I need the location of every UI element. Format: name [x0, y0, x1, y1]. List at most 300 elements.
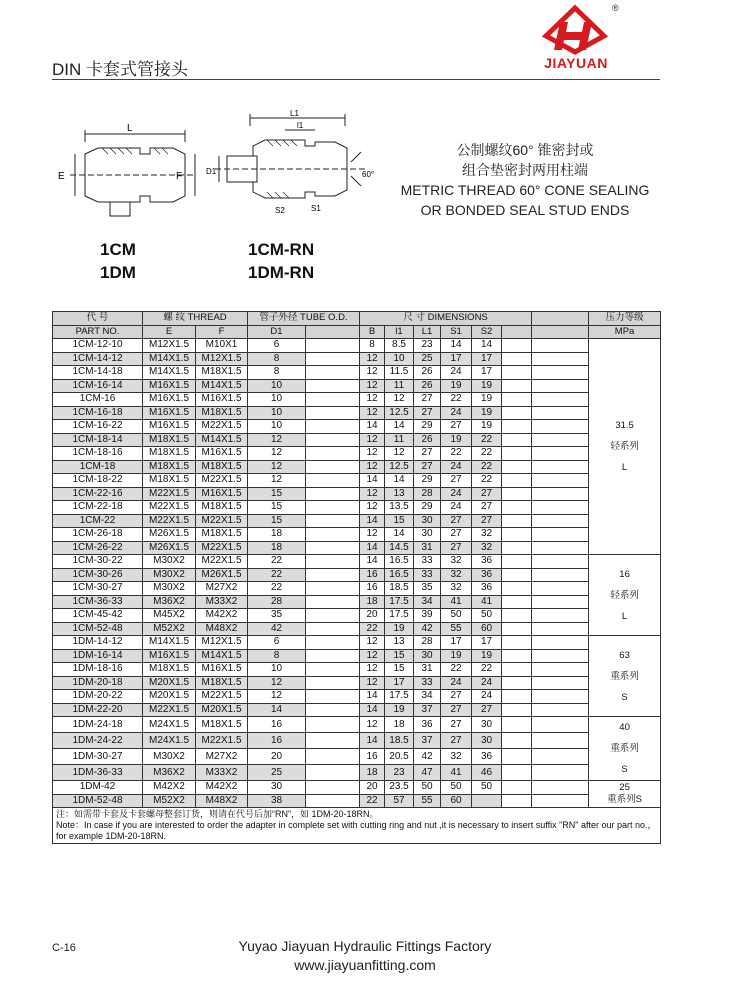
cell-blank: [532, 420, 589, 434]
cell-part-no: 1CM-16-14: [53, 379, 143, 393]
cell-dim-s1: 27: [441, 420, 472, 434]
dim-F-label: F: [176, 171, 183, 182]
cell-blank: [532, 406, 589, 420]
cell-tube-d1: 8: [248, 352, 306, 366]
cell-part-no: 1CM-14-12: [53, 352, 143, 366]
pressure-group-cell: [589, 339, 661, 555]
cell-blank: [502, 765, 532, 781]
table-row: [53, 703, 661, 717]
pressure-code: S: [621, 764, 628, 775]
cell-dim-L1: 30: [414, 528, 441, 542]
cell-dim-b: 12: [360, 447, 385, 461]
table-row: [53, 636, 661, 650]
cell-blank: [306, 487, 360, 501]
cell-tube-d1: 10: [248, 379, 306, 393]
cell-part-no: 1CM-52-48: [53, 622, 143, 636]
cell-dim-b: 20: [360, 609, 385, 623]
table-row: [53, 582, 661, 596]
cell-blank: [532, 676, 589, 690]
cell-blank: [306, 366, 360, 380]
cell-thread-e: M45X2: [143, 609, 196, 623]
table-note: [53, 808, 661, 844]
cell-tube-d1: 12: [248, 447, 306, 461]
cell-dim-b: 12: [360, 433, 385, 447]
dim-S1-label: S1: [311, 204, 321, 213]
cell-dim-b: 12: [360, 676, 385, 690]
cell-blank: [502, 339, 532, 353]
header-d1: D1: [248, 325, 306, 339]
pressure-code: L: [621, 610, 628, 622]
cell-thread-e: M18X1.5: [143, 433, 196, 447]
cell-dim-s2: 36: [472, 568, 502, 582]
cell-blank: [502, 622, 532, 636]
cell-dim-b: 16: [360, 749, 385, 765]
cell-dim-L1: 37: [414, 703, 441, 717]
cell-blank: [502, 609, 532, 623]
table-row: [53, 487, 661, 501]
cell-blank: [502, 733, 532, 749]
cell-blank: [532, 582, 589, 596]
cell-blank: [532, 541, 589, 555]
cell-tube-d1: 35: [248, 609, 306, 623]
cell-blank: [306, 555, 360, 569]
cell-part-no: 1DM-22-20: [53, 703, 143, 717]
header-part-no-cn: 代 号: [53, 312, 143, 326]
cell-part-no: 1DM-30-27: [53, 749, 143, 765]
cell-dim-s1: 41: [441, 765, 472, 781]
cell-blank: [306, 794, 360, 808]
cell-dim-b: 12: [360, 487, 385, 501]
fitting-drawing-1cm-rn: [205, 108, 385, 226]
cell-blank: [532, 733, 589, 749]
cell-blank: [502, 501, 532, 515]
cell-tube-d1: 10: [248, 420, 306, 434]
cell-dim-b: 12: [360, 379, 385, 393]
cell-blank: [306, 420, 360, 434]
cell-thread-f: M18X1.5: [196, 501, 248, 515]
cell-blank: [502, 420, 532, 434]
cell-tube-d1: 22: [248, 568, 306, 582]
cell-thread-f: M18X1.5: [196, 717, 248, 733]
cell-tube-d1: 30: [248, 781, 306, 795]
header-blank-4: [532, 325, 589, 339]
header-pressure-unit: MPa: [589, 325, 661, 339]
cell-thread-f: M18X1.5: [196, 676, 248, 690]
cell-thread-e: M16X1.5: [143, 406, 196, 420]
cell-thread-e: M12X1.5: [143, 339, 196, 353]
cell-dim-s2: 46: [472, 765, 502, 781]
cell-blank: [532, 501, 589, 515]
cell-tube-d1: 12: [248, 433, 306, 447]
pressure-value: 31.5: [615, 420, 634, 431]
pressure-code: S: [621, 691, 628, 703]
cell-tube-d1: 28: [248, 595, 306, 609]
cell-dim-L1: 29: [414, 474, 441, 488]
cell-blank: [306, 433, 360, 447]
cell-tube-d1: 14: [248, 703, 306, 717]
cell-dim-s2: 60: [472, 622, 502, 636]
cell-dim-L1: 29: [414, 501, 441, 515]
cell-dim-l1: 11: [385, 379, 414, 393]
cell-thread-e: M42X2: [143, 781, 196, 795]
cell-tube-d1: 10: [248, 393, 306, 407]
cell-thread-e: M36X2: [143, 595, 196, 609]
cell-dim-l1: 14: [385, 420, 414, 434]
table-row: [53, 568, 661, 582]
cell-part-no: 1CM-26-22: [53, 541, 143, 555]
cell-part-no: 1CM-16: [53, 393, 143, 407]
header-l1-small: l1: [385, 325, 414, 339]
model-1cm-rn: 1CM-RN: [248, 240, 315, 259]
table-row: [53, 609, 661, 623]
cell-blank: [306, 663, 360, 677]
cell-tube-d1: 16: [248, 733, 306, 749]
pressure-group-cell: [589, 555, 661, 636]
cell-blank: [502, 541, 532, 555]
cell-blank: [532, 393, 589, 407]
cell-thread-e: M24X1.5: [143, 733, 196, 749]
cell-dim-l1: 12.5: [385, 406, 414, 420]
cell-thread-f: M18X1.5: [196, 366, 248, 380]
cell-blank: [502, 636, 532, 650]
cell-blank: [532, 474, 589, 488]
cell-part-no: 1DM-20-18: [53, 676, 143, 690]
cell-tube-d1: 18: [248, 541, 306, 555]
cell-dim-l1: 17.5: [385, 595, 414, 609]
cell-thread-e: M52X2: [143, 622, 196, 636]
cell-dim-s2: 22: [472, 663, 502, 677]
header-e: E: [143, 325, 196, 339]
cell-blank: [502, 595, 532, 609]
cell-blank: [532, 717, 589, 733]
table-row: [53, 433, 661, 447]
cell-dim-b: 14: [360, 514, 385, 528]
cell-dim-s1: 50: [441, 609, 472, 623]
cell-part-no: 1DM-20-22: [53, 690, 143, 704]
cell-tube-d1: 10: [248, 406, 306, 420]
cell-dim-s1: 50: [441, 781, 472, 795]
cell-dim-s2: [472, 794, 502, 808]
cell-dim-l1: 12: [385, 393, 414, 407]
table-row: [53, 555, 661, 569]
cell-dim-L1: 42: [414, 622, 441, 636]
cell-part-no: 1CM-30-22: [53, 555, 143, 569]
cell-part-no: 1CM-26-18: [53, 528, 143, 542]
cell-part-no: 1CM-36-33: [53, 595, 143, 609]
cell-part-no: 1CM-18-14: [53, 433, 143, 447]
cell-dim-s1: 27: [441, 733, 472, 749]
cell-thread-f: M14X1.5: [196, 649, 248, 663]
cell-blank: [502, 474, 532, 488]
cell-dim-s1: 32: [441, 568, 472, 582]
cell-blank: [502, 433, 532, 447]
cell-thread-e: M18X1.5: [143, 447, 196, 461]
cell-dim-l1: 19: [385, 622, 414, 636]
cell-dim-l1: 15: [385, 514, 414, 528]
cell-dim-s2: 50: [472, 609, 502, 623]
header-blank-2: [306, 325, 360, 339]
pressure-group-cell: [589, 717, 661, 781]
thread-description: [385, 140, 665, 220]
table-row: [53, 765, 661, 781]
cell-blank: [306, 379, 360, 393]
cell-thread-f: M12X1.5: [196, 636, 248, 650]
cell-thread-f: M22X1.5: [196, 420, 248, 434]
cell-part-no: 1CM-16-22: [53, 420, 143, 434]
cell-blank: [532, 636, 589, 650]
cell-thread-e: M30X2: [143, 568, 196, 582]
header-f: F: [196, 325, 248, 339]
table-row: [53, 474, 661, 488]
cell-blank: [502, 487, 532, 501]
cell-part-no: 1DM-16-14: [53, 649, 143, 663]
cell-blank: [532, 528, 589, 542]
cell-dim-l1: 20.5: [385, 749, 414, 765]
table-row: [53, 339, 661, 353]
cell-dim-L1: 34: [414, 690, 441, 704]
cell-dim-s1: 24: [441, 366, 472, 380]
cell-part-no: 1DM-18-16: [53, 663, 143, 677]
header-s2: S2: [472, 325, 502, 339]
cell-blank: [502, 460, 532, 474]
cell-tube-d1: 22: [248, 582, 306, 596]
table-row: [53, 447, 661, 461]
cell-dim-L1: 55: [414, 794, 441, 808]
cell-dim-b: 14: [360, 690, 385, 704]
cell-dim-b: 22: [360, 622, 385, 636]
cell-dim-s1: 60: [441, 794, 472, 808]
cell-dim-L1: 42: [414, 749, 441, 765]
pressure-series: 重系列S: [607, 794, 642, 805]
cell-dim-s2: 27: [472, 501, 502, 515]
cell-blank: [532, 622, 589, 636]
cell-thread-e: M16X1.5: [143, 420, 196, 434]
cell-dim-l1: 23: [385, 765, 414, 781]
cell-thread-e: M22X1.5: [143, 501, 196, 515]
model-1dm: 1DM: [100, 263, 136, 282]
cell-part-no: 1CM-45-42: [53, 609, 143, 623]
cell-dim-b: 16: [360, 568, 385, 582]
cell-thread-e: M22X1.5: [143, 514, 196, 528]
cell-dim-b: 12: [360, 406, 385, 420]
cell-dim-b: 14: [360, 703, 385, 717]
cell-dim-b: 22: [360, 794, 385, 808]
cell-dim-l1: 18: [385, 717, 414, 733]
cell-dim-L1: 27: [414, 460, 441, 474]
cell-dim-l1: 15: [385, 649, 414, 663]
logo-mark-icon: [546, 8, 604, 52]
cell-thread-e: M36X2: [143, 765, 196, 781]
cell-dim-b: 12: [360, 460, 385, 474]
cell-dim-s2: 19: [472, 393, 502, 407]
cell-blank: [502, 352, 532, 366]
cell-dim-s2: 24: [472, 690, 502, 704]
cell-dim-s2: 36: [472, 749, 502, 765]
cell-blank: [502, 406, 532, 420]
cell-part-no: 1DM-36-33: [53, 765, 143, 781]
cell-thread-e: M18X1.5: [143, 663, 196, 677]
cell-dim-b: 12: [360, 636, 385, 650]
desc-en-line1: METRIC THREAD 60° CONE SEALING: [400, 182, 650, 198]
table-row: [53, 663, 661, 677]
cell-dim-s2: 24: [472, 676, 502, 690]
cell-part-no: 1DM-24-22: [53, 733, 143, 749]
cell-dim-l1: 14: [385, 528, 414, 542]
pressure-series: 轻系列: [610, 589, 639, 601]
cell-blank: [306, 406, 360, 420]
cell-tube-d1: 12: [248, 460, 306, 474]
model-label-left: [100, 238, 136, 284]
cell-blank: [502, 794, 532, 808]
cell-tube-d1: 6: [248, 636, 306, 650]
cell-tube-d1: 10: [248, 663, 306, 677]
cell-tube-d1: 42: [248, 622, 306, 636]
cell-dim-s1: 24: [441, 487, 472, 501]
cell-thread-e: M14X1.5: [143, 352, 196, 366]
cell-dim-L1: 31: [414, 663, 441, 677]
cell-dim-b: 14: [360, 733, 385, 749]
cell-part-no: 1CM-30-26: [53, 568, 143, 582]
cell-dim-l1: 14: [385, 474, 414, 488]
table-row: [53, 649, 661, 663]
cell-thread-f: M42X2: [196, 781, 248, 795]
cell-dim-L1: 26: [414, 379, 441, 393]
cell-dim-s1: 19: [441, 379, 472, 393]
table-row: [53, 749, 661, 765]
cell-dim-L1: 30: [414, 514, 441, 528]
cell-tube-d1: 25: [248, 765, 306, 781]
pressure-series: 轻系列: [610, 441, 639, 452]
cell-dim-b: 18: [360, 595, 385, 609]
cell-part-no: 1CM-12-10: [53, 339, 143, 353]
cell-blank: [502, 528, 532, 542]
header-s1: S1: [441, 325, 472, 339]
header-part-no: PART NO.: [53, 325, 143, 339]
cell-dim-s2: 19: [472, 406, 502, 420]
cell-dim-s1: 27: [441, 690, 472, 704]
cell-thread-f: M20X1.5: [196, 703, 248, 717]
table-row: [53, 717, 661, 733]
cell-dim-l1: 8.5: [385, 339, 414, 353]
cell-dim-s2: 19: [472, 379, 502, 393]
cell-dim-s1: 22: [441, 663, 472, 677]
cell-blank: [306, 339, 360, 353]
cell-part-no: 1CM-22: [53, 514, 143, 528]
cell-dim-b: 12: [360, 393, 385, 407]
cell-blank: [502, 366, 532, 380]
cell-thread-e: M30X2: [143, 555, 196, 569]
cell-dim-L1: 36: [414, 717, 441, 733]
cell-part-no: 1CM-22-16: [53, 487, 143, 501]
cell-blank: [306, 528, 360, 542]
cell-blank: [306, 690, 360, 704]
cell-thread-f: M26X1.5: [196, 568, 248, 582]
cell-thread-e: M20X1.5: [143, 676, 196, 690]
cell-dim-L1: 27: [414, 406, 441, 420]
cell-thread-f: M22X1.5: [196, 733, 248, 749]
cell-tube-d1: 38: [248, 794, 306, 808]
cell-part-no: 1CM-18: [53, 460, 143, 474]
pressure-group-cell: [589, 636, 661, 717]
cell-blank: [306, 717, 360, 733]
cell-dim-l1: 16.5: [385, 568, 414, 582]
cell-blank: [306, 636, 360, 650]
cell-dim-s1: 17: [441, 352, 472, 366]
header-dimensions: 尺 寸 DIMENSIONS: [360, 312, 532, 326]
cell-dim-s2: 50: [472, 781, 502, 795]
cell-dim-s1: 27: [441, 541, 472, 555]
cell-part-no: 1DM-52-48: [53, 794, 143, 808]
cell-dim-s1: 14: [441, 339, 472, 353]
cell-dim-l1: 13: [385, 487, 414, 501]
cell-thread-f: M16X1.5: [196, 487, 248, 501]
cell-thread-f: M22X1.5: [196, 690, 248, 704]
cell-blank: [306, 733, 360, 749]
cell-dim-s2: 27: [472, 703, 502, 717]
table-row: [53, 622, 661, 636]
cell-dim-s1: 19: [441, 649, 472, 663]
header-tube-od: 管子外径 TUBE O.D.: [248, 312, 360, 326]
cell-dim-s2: 22: [472, 460, 502, 474]
pressure-series: 重系列: [610, 670, 639, 682]
cell-thread-e: M14X1.5: [143, 636, 196, 650]
fitting-drawing-1cm: [50, 118, 205, 226]
cell-blank: [532, 433, 589, 447]
cell-dim-b: 18: [360, 765, 385, 781]
dim-l1-label: l1: [297, 121, 304, 130]
cell-blank: [502, 568, 532, 582]
cell-part-no: 1CM-30-27: [53, 582, 143, 596]
cell-blank: [532, 663, 589, 677]
cell-dim-s1: 32: [441, 555, 472, 569]
cell-blank: [532, 339, 589, 353]
cell-dim-s2: 41: [472, 595, 502, 609]
cell-part-no: 1CM-18-22: [53, 474, 143, 488]
cell-dim-s2: 36: [472, 582, 502, 596]
cell-dim-s2: 22: [472, 433, 502, 447]
cell-thread-f: M16X1.5: [196, 447, 248, 461]
cell-dim-b: 12: [360, 717, 385, 733]
cell-tube-d1: 18: [248, 528, 306, 542]
page-number: C-16: [52, 942, 76, 954]
cell-dim-b: 14: [360, 555, 385, 569]
cell-thread-f: M14X1.5: [196, 433, 248, 447]
cell-blank: [532, 649, 589, 663]
cell-dim-s2: 17: [472, 352, 502, 366]
cell-blank: [502, 717, 532, 733]
cell-dim-b: 14: [360, 474, 385, 488]
cell-blank: [306, 582, 360, 596]
header-b: B: [360, 325, 385, 339]
cell-dim-L1: 47: [414, 765, 441, 781]
cell-dim-L1: 30: [414, 649, 441, 663]
cell-dim-s2: 17: [472, 366, 502, 380]
model-label-right: [248, 238, 314, 284]
cell-tube-d1: 16: [248, 717, 306, 733]
cell-tube-d1: 15: [248, 501, 306, 515]
cell-dim-b: 14: [360, 420, 385, 434]
cell-blank: [502, 393, 532, 407]
cell-dim-l1: 19: [385, 703, 414, 717]
dim-L1-label: L1: [290, 109, 299, 118]
cell-dim-s1: 32: [441, 749, 472, 765]
cell-dim-s2: 36: [472, 555, 502, 569]
cell-blank: [306, 749, 360, 765]
cell-thread-f: M18X1.5: [196, 406, 248, 420]
pressure-code: L: [621, 462, 628, 473]
cell-blank: [502, 703, 532, 717]
cell-dim-l1: 18.5: [385, 582, 414, 596]
